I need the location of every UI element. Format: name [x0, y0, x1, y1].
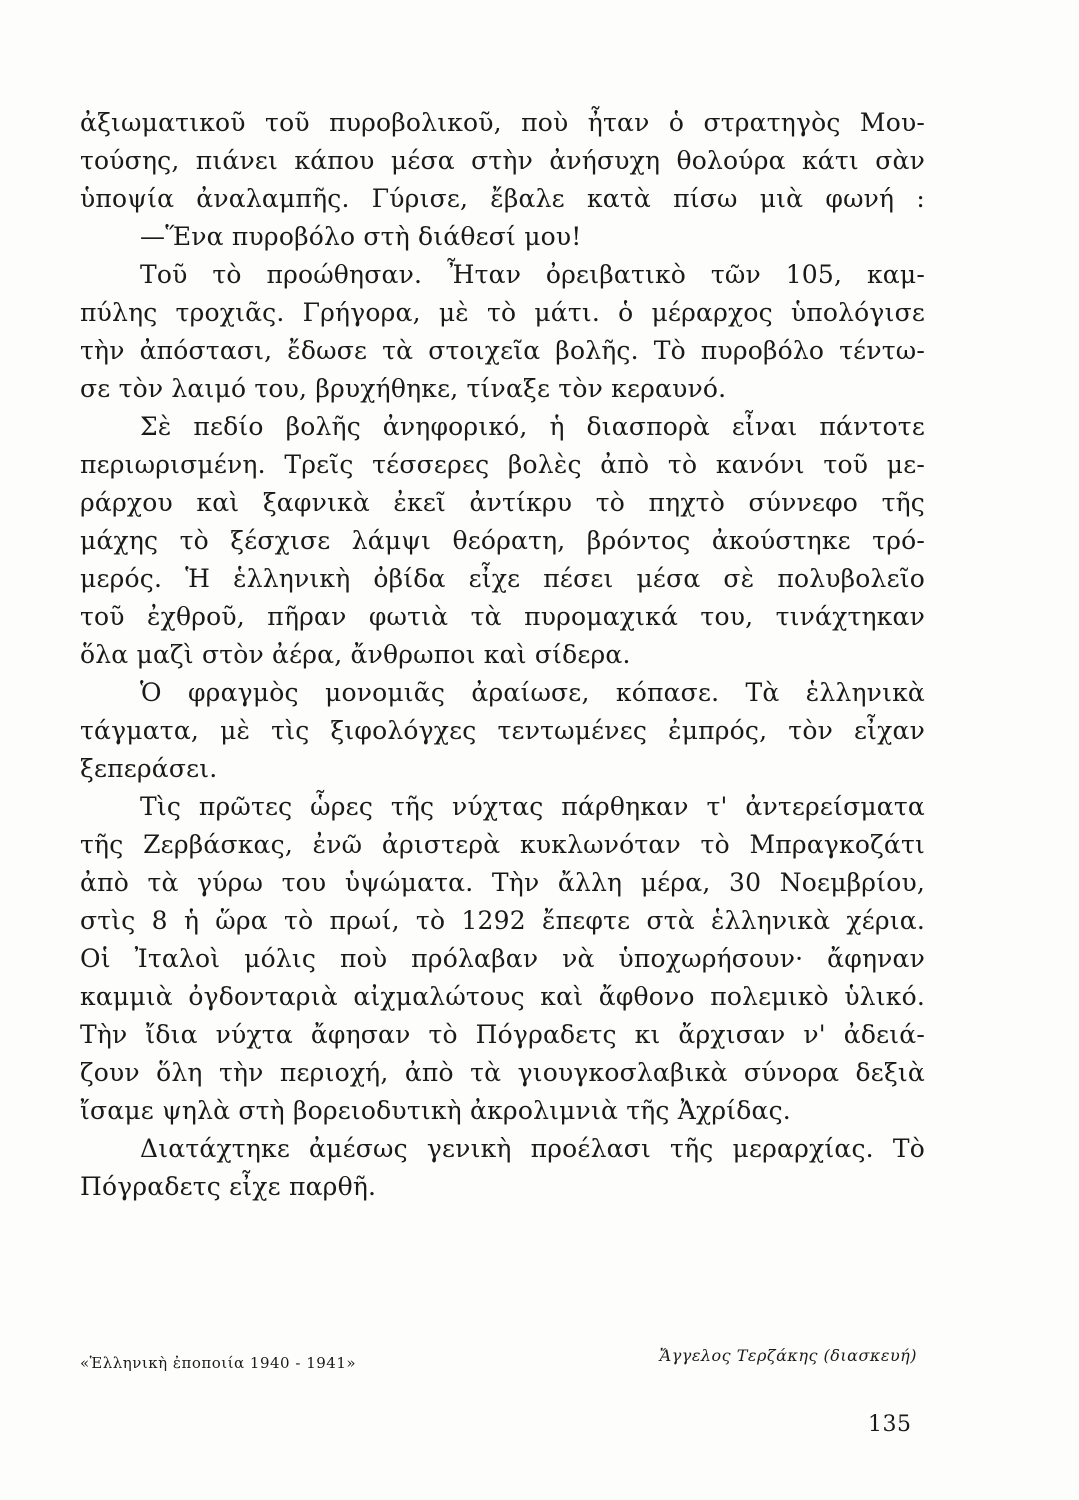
text-line: μερός. Ἡ ἑλληνικὴ ὀβίδα εἶχε πέσει μέσα σὲ πολυβολεῖο: [80, 564, 925, 593]
text-line: —Ἕνα πυροβόλο στὴ διάθεσί μου!: [140, 222, 582, 251]
text-line: Τὶς πρῶτες ὧρες τῆς νύχτας πάρθηκαν τ' ἀντερείσματα: [140, 792, 925, 821]
text-line: τῆς Ζερβάσκας, ἐνῶ ἀριστερὰ κυκλωνόταν τὸ Μπραγκοζάτι: [80, 830, 925, 859]
page-number: 135: [868, 1412, 912, 1437]
text-line: Τοῦ τὸ προώθησαν. Ἦταν ὀρειβατικὸ τῶν 105, καμ-: [140, 260, 925, 289]
text-line: Διατάχτηκε ἀμέσως γενικὴ προέλασι τῆς μεραρχίας. Τὸ: [140, 1134, 925, 1163]
text-line: σε τὸν λαιμό του, βρυχήθηκε, τίναξε τὸν κεραυνό.: [80, 374, 727, 403]
text-line: Πόγραδετς εἶχε παρθῆ.: [80, 1172, 377, 1201]
text-line: ζουν ὅλη τὴν περιοχή, ἀπὸ τὰ γιουγκοσλαβικὰ σύνορα δεξιὰ: [80, 1058, 925, 1087]
source-citation: «Ἑλληνικὴ ἐποποιία 1940 - 1941»: [80, 1354, 357, 1372]
text-line: μάχης τὸ ξέσχισε λάμψι θεόρατη, βρόντος ἀκούστηκε τρό-: [80, 526, 925, 555]
text-line: τὴν ἀπόστασι, ἔδωσε τὰ στοιχεῖα βολῆς. Τὸ πυροβόλο τέντω-: [80, 336, 925, 365]
text-line: πύλης τροχιᾶς. Γρήγορα, μὲ τὸ μάτι. ὁ μέραρχος ὑπολόγισε: [80, 298, 925, 327]
author-credit: Ἄγγελος Τερζάκης (διασκευή): [659, 1346, 917, 1365]
text-line: ἀξιωματικοῦ τοῦ πυροβολικοῦ, ποὺ ἦταν ὁ στρατηγὸς Μου-: [80, 108, 925, 137]
text-line: περιωρισμένη. Τρεῖς τέσσερες βολὲς ἀπὸ τὸ κανόνι τοῦ με-: [80, 450, 925, 479]
text-line: ράρχου καὶ ξαφνικὰ ἐκεῖ ἀντίκρυ τὸ πηχτὸ σύννεφο τῆς: [80, 488, 925, 517]
text-line: Τὴν ἴδια νύχτα ἄφησαν τὸ Πόγραδετς κι ἄρχισαν ν' ἀδειά-: [80, 1020, 925, 1049]
text-line: Οἱ Ἰταλοὶ μόλις ποὺ πρόλαβαν νὰ ὑποχωρήσουν· ἄφηναν: [80, 944, 925, 973]
text-line: στὶς 8 ἡ ὥρα τὸ πρωί, τὸ 1292 ἔπεφτε στὰ ἑλληνικὰ χέρια.: [80, 906, 925, 935]
text-line: τούσης, πιάνει κάπου μέσα στὴν ἀνήσυχη θολούρα κάτι σὰν: [80, 146, 925, 175]
text-line: ἴσαμε ψηλὰ στὴ βορειοδυτικὴ ἀκρολιμνιὰ τῆς Ἀχρίδας.: [80, 1096, 791, 1125]
text-line: Ὁ φραγμὸς μονομιᾶς ἀραίωσε, κόπασε. Τὰ ἑλληνικὰ: [140, 678, 925, 707]
text-line: ὑποψία ἀναλαμπῆς. Γύρισε, ἔβαλε κατὰ πίσω μιὰ φωνή :: [80, 184, 925, 213]
text-line: ἀπὸ τὰ γύρω του ὑψώματα. Τὴν ἄλλη μέρα, 30 Νοεμβρίου,: [80, 868, 925, 897]
citation-footer: [80, 1346, 925, 1380]
text-line: τοῦ ἐχθροῦ, πῆραν φωτιὰ τὰ πυρομαχικά του, τινάχτηκαν: [80, 602, 925, 631]
text-line: ὅλα μαζὶ στὸν ἀέρα, ἄνθρωποι καὶ σίδερα.: [80, 640, 631, 669]
text-line: ξεπεράσει.: [80, 754, 218, 783]
body-text: [80, 104, 925, 1206]
text-line: Σὲ πεδίο βολῆς ἀνηφορικό, ἡ διασπορὰ εἶναι πάντοτε: [140, 412, 925, 441]
text-line: καμμιὰ ὀγδονταριὰ αἰχμαλώτους καὶ ἄφθονο πολεμικὸ ὑλικό.: [80, 982, 925, 1011]
text-line: τάγματα, μὲ τὶς ξιφολόγχες τεντωμένες ἐμπρός, τὸν εἶχαν: [80, 716, 925, 745]
